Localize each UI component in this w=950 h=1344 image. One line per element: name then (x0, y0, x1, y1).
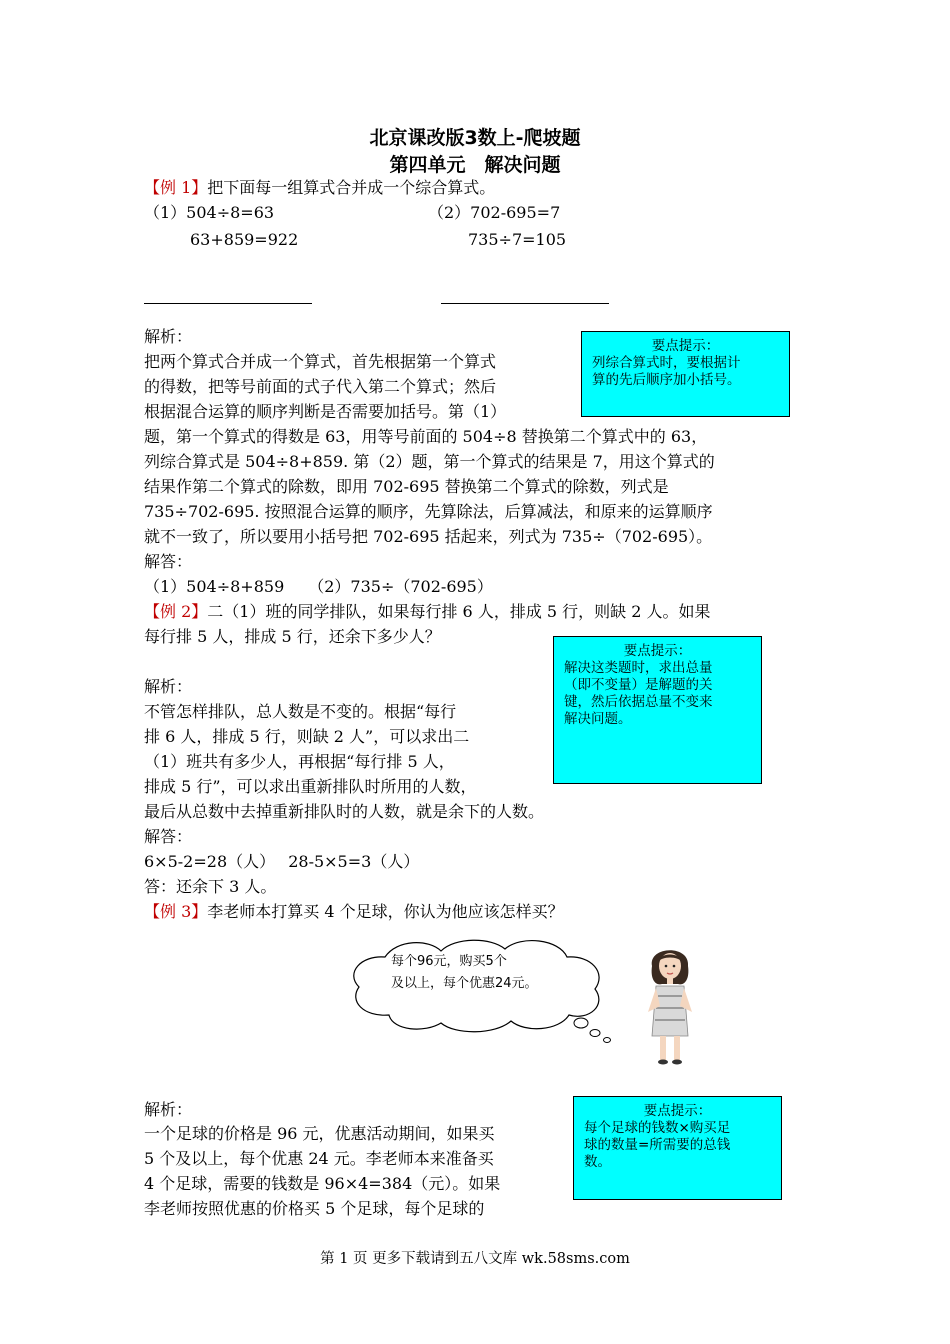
example-1-analysis-line: 题，第一个算式的得数是 63，用等号前面的 504÷8 替换第二个算式中的 63， (144, 427, 708, 446)
tip-box-2 (553, 636, 762, 784)
example-2-analysis-line: 最后从总数中去掉重新排队时的人数，就是余下的人数。 (144, 802, 545, 821)
example-2-question-line2: 每行排 5 人，排成 5 行，还余下多少人？ (144, 627, 441, 646)
example-1-analysis-line: 结果作第二个算式的除数，即用 702-695 替换第二个算式的除数，列式是 (144, 477, 669, 496)
example-3-analysis-label: 解析： (144, 1100, 193, 1119)
example-1-q2-line2: 735÷7=105 (468, 230, 567, 249)
example-2-answer: 6×5-2=28（人） 28-5×5=3（人） (144, 852, 420, 871)
example-3-analysis-line: 5 个及以上，每个优惠 24 元。李老师本来准备买 (144, 1149, 494, 1168)
answer-blank-1 (144, 303, 312, 304)
answer-blank-2 (441, 303, 609, 304)
bubble-line-2: 及以上，每个优惠24元。 (391, 976, 538, 991)
bubble-line-1: 每个96元，购买5个 (391, 954, 507, 969)
page-subtitle: 第四单元 解决问题 (389, 154, 561, 176)
example-1-analysis-line: 把两个算式合并成一个算式，首先根据第一个算式 (144, 352, 497, 371)
tip-box-1 (581, 331, 790, 417)
example-2-question (144, 600, 711, 624)
tip-line: 数。 (584, 1154, 611, 1170)
example-2-analysis-label: 解析： (144, 677, 193, 696)
tip-line: 球的数量=所需要的总钱 (584, 1137, 731, 1153)
page-footer: 第 1 页 更多下载请到五八文库 wk.58sms.com (320, 1251, 630, 1267)
example-1-analysis-line: 的得数，把等号前面的式子代入第二个算式；然后 (144, 377, 497, 396)
example-1-q1-line1: （1）504÷8=63 (144, 203, 275, 222)
tip-line: 解决问题。 (564, 711, 632, 727)
teacher-icon (638, 940, 702, 1068)
example-1-analysis-line: 根据混合运算的顺序判断是否需要加括号。第（1） (144, 402, 507, 421)
example-1-text: 把下面每一组算式合并成一个综合算式。 (207, 178, 496, 197)
example-2-analysis-line: 排成 5 行”，可以求出重新排队时所用的人数， (144, 777, 477, 796)
example-1-answer: （1）504÷8+859 （2）735÷（702-695） (144, 577, 493, 596)
tip-line: 键，然后依据总量不变来 (564, 694, 713, 710)
page-title: 北京课改版3数上-爬坡题 (369, 127, 581, 149)
tip-title: 要点提示： (623, 643, 692, 659)
example-2-analysis-line: （1）班共有多少人，再根据“每行排 5 人， (144, 752, 455, 771)
tip-line: 解决这类题时，求出总量 (564, 660, 713, 676)
tip-line: 算的先后顺序加小括号。 (592, 372, 741, 388)
example-3-question (144, 900, 564, 924)
example-3-analysis-line: 李老师按照优惠的价格买 5 个足球，每个足球的 (144, 1199, 485, 1218)
example-3-tag: 【例 3】 (144, 902, 208, 921)
example-1-tag: 【例 1】 (144, 178, 208, 197)
example-2-tag: 【例 2】 (144, 602, 208, 621)
example-3-analysis-line: 4 个足球，需要的钱数是 96×4=384（元）。如果 (144, 1174, 501, 1193)
example-3-text: 李老师本打算买 4 个足球，你认为他应该怎样买？ (207, 902, 564, 921)
tip-box-3 (573, 1096, 782, 1200)
example-2-analysis-line: 不管怎样排队，总人数是不变的。根据“每行 (144, 702, 457, 721)
example-1-analysis-line: 列综合算式是 504÷8+859. 第（2）题，第一个算式的结果是 7，用这个算式的 (144, 452, 715, 471)
tip-line: 列综合算式时，要根据计 (592, 355, 741, 371)
tip-line: （即不变量）是解题的关 (564, 677, 713, 693)
example-3-analysis-line: 一个足球的价格是 96 元，优惠活动期间，如果买 (144, 1124, 495, 1143)
tip-title: 要点提示： (643, 1103, 712, 1119)
tip-line: 每个足球的钱数×购买足 (584, 1120, 731, 1136)
example-1-analysis-label: 解析： (144, 327, 193, 346)
example-1-answer-label: 解答： (144, 552, 193, 571)
example-1-question (144, 176, 495, 200)
example-2-answer-label: 解答： (144, 827, 193, 846)
example-1-q2-line1: （2）702-695=7 (428, 203, 561, 222)
tip-title: 要点提示： (651, 338, 720, 354)
example-1-q1-line2: 63+859=922 (190, 230, 299, 249)
example-2-analysis-line: 排 6 人，排成 5 行，则缺 2 人”，可以求出二 (144, 727, 470, 746)
example-1-analysis-line: 735÷702-695. 按照混合运算的顺序，先算除法，后算减法，和原来的运算顺序 (144, 502, 713, 521)
example-2-final-answer: 答：还余下 3 人。 (144, 877, 277, 896)
example-2-text: 二（1）班的同学排队，如果每行排 6 人，排成 5 行，则缺 2 人。如果 (207, 602, 711, 621)
example-1-analysis-line: 就不一致了，所以要用小括号把 702-695 括起来，列式为 735÷（702-695）。 (144, 527, 713, 546)
